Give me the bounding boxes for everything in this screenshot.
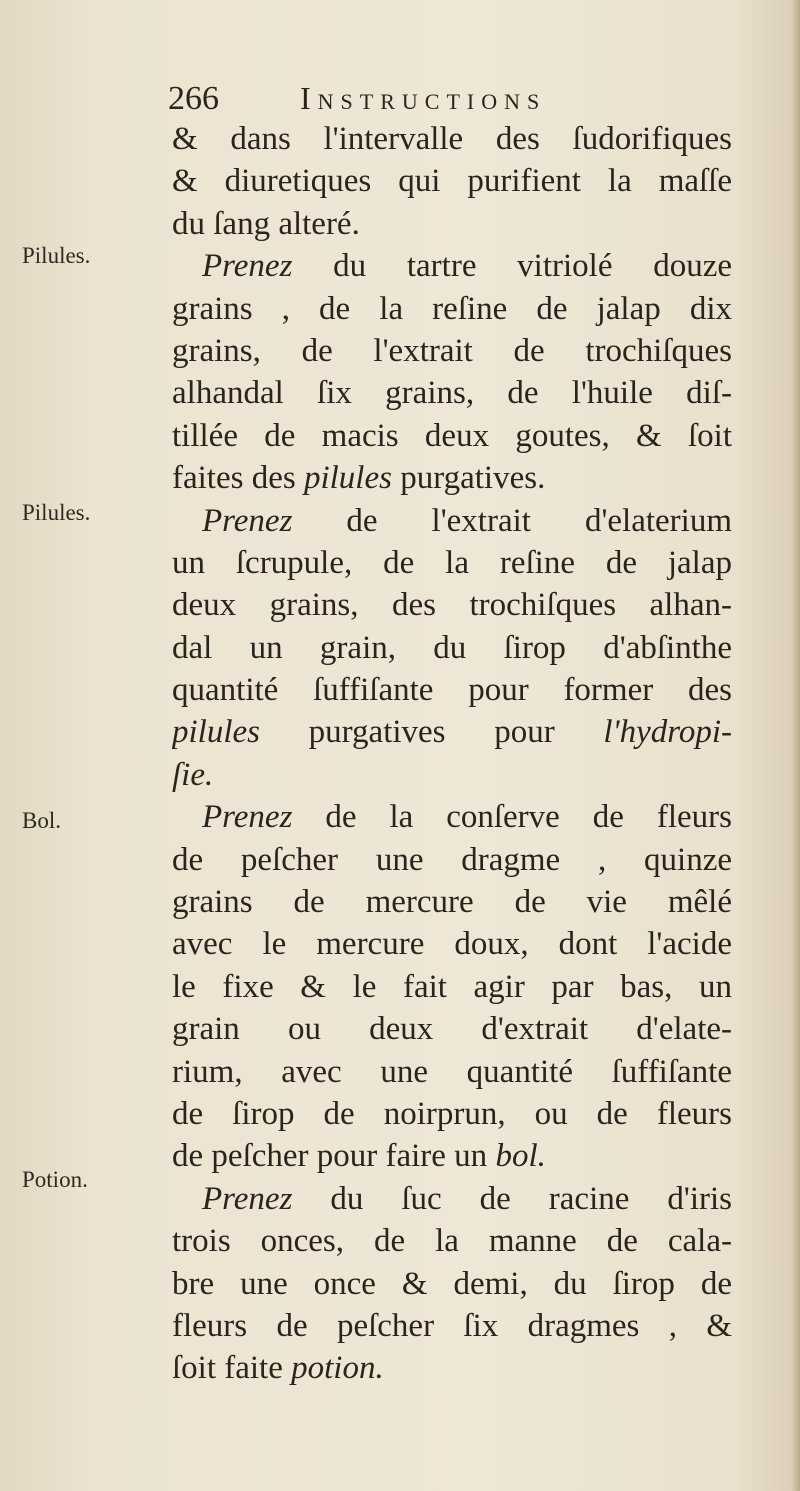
text-line <box>172 500 732 542</box>
text-run: le fixe & le fait agir par bas, un <box>172 968 732 1005</box>
text-line <box>172 1093 732 1135</box>
page-header <box>168 80 748 120</box>
text-line <box>172 584 732 626</box>
text-line <box>172 1305 732 1347</box>
text-run: grain ou deux d'extrait d'elate- <box>172 1011 732 1048</box>
text-line <box>172 1220 732 1262</box>
text-run: purgatives pour <box>260 714 604 751</box>
text-run: ſoit faite <box>172 1350 292 1387</box>
margin-note-pilules-2: Pilules. <box>22 500 91 525</box>
text-line <box>172 372 732 414</box>
text-run: du tartre vitriolé douze <box>292 248 732 285</box>
body-text <box>172 118 732 1390</box>
text-run: dal un grain, du ſirop d'abſinthe <box>172 629 732 666</box>
italic-text: Prenez <box>202 1180 293 1217</box>
italic-text: bol. <box>495 1138 546 1175</box>
italic-text: l'hydropi- <box>603 714 732 751</box>
text-line <box>172 288 732 330</box>
margin-note-potion: Potion. <box>22 1167 88 1192</box>
text-run: deux grains, des trochiſques alhan- <box>172 587 732 624</box>
margin-note-bol: Bol. <box>22 808 61 833</box>
italic-text: Prenez <box>202 799 293 836</box>
text-run: grains , de la reſine de jalap dix <box>172 290 732 327</box>
text-line <box>172 203 732 245</box>
text-line <box>172 839 732 881</box>
text-run: du ſang alteré. <box>172 205 360 242</box>
text-run: trois onces, de la manne de cala- <box>172 1223 732 1260</box>
text-line <box>172 457 732 499</box>
margin-note-pilules-1: Pilules. <box>22 243 91 268</box>
text-line <box>172 542 732 584</box>
text-run: alhandal ſix grains, de l'huile diſ- <box>172 375 732 412</box>
text-line <box>172 1347 732 1389</box>
text-run: & dans l'intervalle des ſudorifiques <box>172 121 732 157</box>
paragraph <box>172 118 732 245</box>
paragraph <box>172 1178 732 1390</box>
text-line <box>172 669 732 711</box>
italic-text: pilules <box>303 460 392 497</box>
italic-text: ſie. <box>172 756 214 793</box>
text-run: rium, avec une quantité ſuffiſante <box>172 1053 732 1090</box>
text-line <box>172 627 732 669</box>
text-line <box>172 881 732 923</box>
text-run: tillée de macis deux goutes, & ſoit <box>172 417 732 454</box>
text-run: fleurs de peſcher ſix dragmes , & <box>172 1307 732 1344</box>
text-run: grains, de l'extrait de trochiſques <box>172 332 732 369</box>
text-line <box>172 1178 732 1220</box>
running-title: Instructions <box>300 80 547 116</box>
italic-text: pilules <box>172 714 260 751</box>
text-run: avec le mercure doux, dont l'acide <box>172 926 732 963</box>
text-line <box>172 796 732 838</box>
paragraph <box>172 796 732 1178</box>
page-edge <box>792 0 800 1491</box>
text-line <box>172 330 732 372</box>
text-run: du ſuc de racine d'iris <box>292 1180 732 1217</box>
text-line <box>172 160 732 202</box>
text-run: purgatives. <box>391 460 546 497</box>
text-line <box>172 118 732 160</box>
text-line <box>172 245 732 287</box>
paragraph <box>172 500 732 797</box>
text-run: de peſcher pour faire un <box>172 1138 496 1175</box>
page-number: 266 <box>168 80 219 117</box>
italic-text: Prenez <box>202 502 293 539</box>
text-line <box>172 1135 732 1177</box>
text-line <box>172 711 732 753</box>
text-line <box>172 966 732 1008</box>
italic-text: potion. <box>291 1350 384 1387</box>
text-line <box>172 754 732 796</box>
text-run: un ſcrupule, de la reſine de jalap <box>172 544 732 581</box>
text-line <box>172 923 732 965</box>
text-run: de la conſerve de fleurs <box>292 799 732 836</box>
text-run: quantité ſuffiſante pour former des <box>172 672 732 709</box>
text-run: grains de mercure de vie mêlé <box>172 884 732 921</box>
text-line <box>172 1008 732 1050</box>
paragraph <box>172 245 732 499</box>
text-run: de ſirop de noirprun, ou de fleurs <box>172 1095 732 1132</box>
text-line <box>172 1263 732 1305</box>
text-run: de l'extrait d'elaterium <box>292 502 732 539</box>
text-line <box>172 1051 732 1093</box>
text-run: de peſcher une dragme , quinze <box>172 841 732 878</box>
italic-text: Prenez <box>202 248 293 285</box>
text-run: faites des <box>172 460 304 497</box>
text-run: & diuretiques qui purifient la maſſe <box>172 163 732 200</box>
text-line <box>172 415 732 457</box>
text-run: bre une once & demi, du ſirop de <box>172 1265 732 1302</box>
